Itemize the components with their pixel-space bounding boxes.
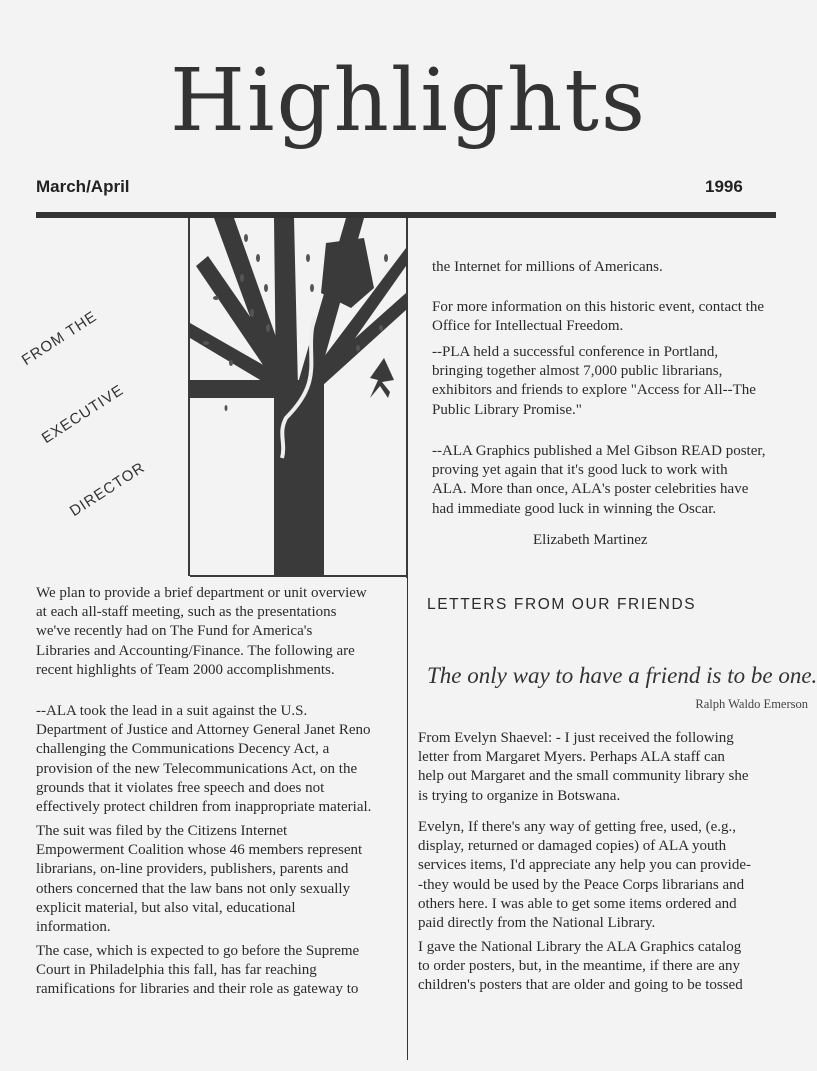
text-line: challenging the Communications Decency Act, a <box>36 741 330 758</box>
paragraph <box>36 584 367 680</box>
text-line: letter from Margaret Myers. Perhaps ALA staff can <box>418 749 725 766</box>
text-line: services items, I'd appreciate any help you can provide- <box>418 857 751 874</box>
text-line: We plan to provide a brief department or unit overview <box>36 585 367 601</box>
quote-attribution: Ralph Waldo Emerson <box>695 697 808 711</box>
bird <box>370 358 394 398</box>
text-line: For more information on this historic event, contact the <box>432 299 765 315</box>
section-label-line: FROM THE <box>18 307 101 369</box>
paragraph <box>418 818 751 933</box>
text-line: paid directly from the National Library. <box>418 915 656 932</box>
text-line: provision of the new Telecommunications Act, on the <box>36 760 358 777</box>
text-line: --ALA Graphics published a Mel Gibson READ poster, <box>432 443 766 459</box>
text-line: others here. I was able to get some items ordered and <box>418 895 737 912</box>
text-line: others concerned that the law bans not only sexually <box>36 880 351 897</box>
paragraph <box>432 298 764 336</box>
frame-left <box>188 218 190 576</box>
text-line: -they would be used by the Peace Corps librarians and <box>418 876 745 893</box>
section-label-line: DIRECTOR <box>66 458 149 520</box>
text-line: at each all-staff meeting, such as the presentations <box>36 604 337 621</box>
text-line: explicit material, but also vital, educational <box>36 899 296 916</box>
text-line: proving yet again that it's good luck to work with <box>432 462 728 479</box>
text-line: ALA. More than once, ALA's poster celebrities have <box>432 481 749 498</box>
text-line: Office for Intellectual Freedom. <box>432 318 624 335</box>
text-line: The case, which is expected to go before the Supreme <box>36 943 360 959</box>
text-line: From Evelyn Shaevel: - I just received the following <box>418 730 734 746</box>
text-line: bringing together almost 7,000 public librarians, <box>432 363 723 380</box>
text-line: Empowerment Coalition whose 46 members represent <box>36 842 363 859</box>
issue-year: 1996 <box>705 177 743 196</box>
masthead-title: Highlights <box>169 51 648 151</box>
paragraph <box>432 442 766 519</box>
paragraph <box>36 942 359 1000</box>
text-line: Evelyn, If there's any way of getting free, used, (e.g., <box>418 819 737 835</box>
text-line: The suit was filed by the Citizens Internet <box>36 823 288 839</box>
tree-trunk <box>274 383 324 575</box>
text-line: effectively protect children from inappropriate material. <box>36 799 372 816</box>
paragraph <box>36 702 371 817</box>
paragraph <box>418 938 743 996</box>
text-line: Department of Justice and Attorney General Janet Reno <box>36 722 371 739</box>
text-line: exhibitors and friends to explore "Access for All--The <box>432 382 756 399</box>
text-line: to order posters, but, in the meantime, if there are any <box>418 958 740 975</box>
text-line: ramifications for libraries and their role as gateway to <box>36 981 359 998</box>
section-label-line: EXECUTIVE <box>38 381 127 447</box>
text-line: we've recently had on The Fund for America's <box>36 623 313 640</box>
text-line: Public Library Promise." <box>432 401 582 418</box>
frame-bottom <box>190 575 406 577</box>
text-line: --PLA held a successful conference in Portland, <box>432 344 719 360</box>
text-line: Libraries and Accounting/Finance. The following are <box>36 642 355 659</box>
paragraph <box>432 343 756 420</box>
issue-date: March/April <box>36 177 130 196</box>
text-line: help out Margaret and the small community library she <box>418 768 749 785</box>
text-line: had immediate good luck in winning the Oscar. <box>432 500 717 517</box>
pull-quote: The only way to have a friend is to be one. <box>427 663 817 688</box>
paragraph <box>418 729 748 806</box>
text-line: librarians, on-line providers, publishers, parents and <box>36 861 349 878</box>
column-divider <box>407 577 408 1060</box>
text-line: grounds that it violates free speech and does not <box>36 779 325 796</box>
text-line: Court in Philadelphia this fall, has far reaching <box>36 962 317 979</box>
text-line: children's posters that are older and going to be tossed <box>418 977 743 994</box>
text-line: information. <box>36 919 111 936</box>
paragraph <box>432 258 663 277</box>
section-heading: LETTERS FROM OUR FRIENDS <box>427 596 697 613</box>
frame-right <box>406 218 408 578</box>
text-line: --ALA took the lead in a suit against the U.S. <box>36 703 308 719</box>
signature: Elizabeth Martinez <box>533 532 648 548</box>
text-line: display, returned or damaged copies) of ALA youth <box>418 838 727 855</box>
text-line: I gave the National Library the ALA Graphics catalog <box>418 939 742 955</box>
text-line: is trying to organize in Botswana. <box>418 787 621 804</box>
paragraph <box>36 822 362 937</box>
text-line: recent highlights of Team 2000 accomplishments. <box>36 661 335 678</box>
tree-kite-illustration <box>186 218 410 578</box>
text-line: the Internet for millions of Americans. <box>432 259 663 275</box>
